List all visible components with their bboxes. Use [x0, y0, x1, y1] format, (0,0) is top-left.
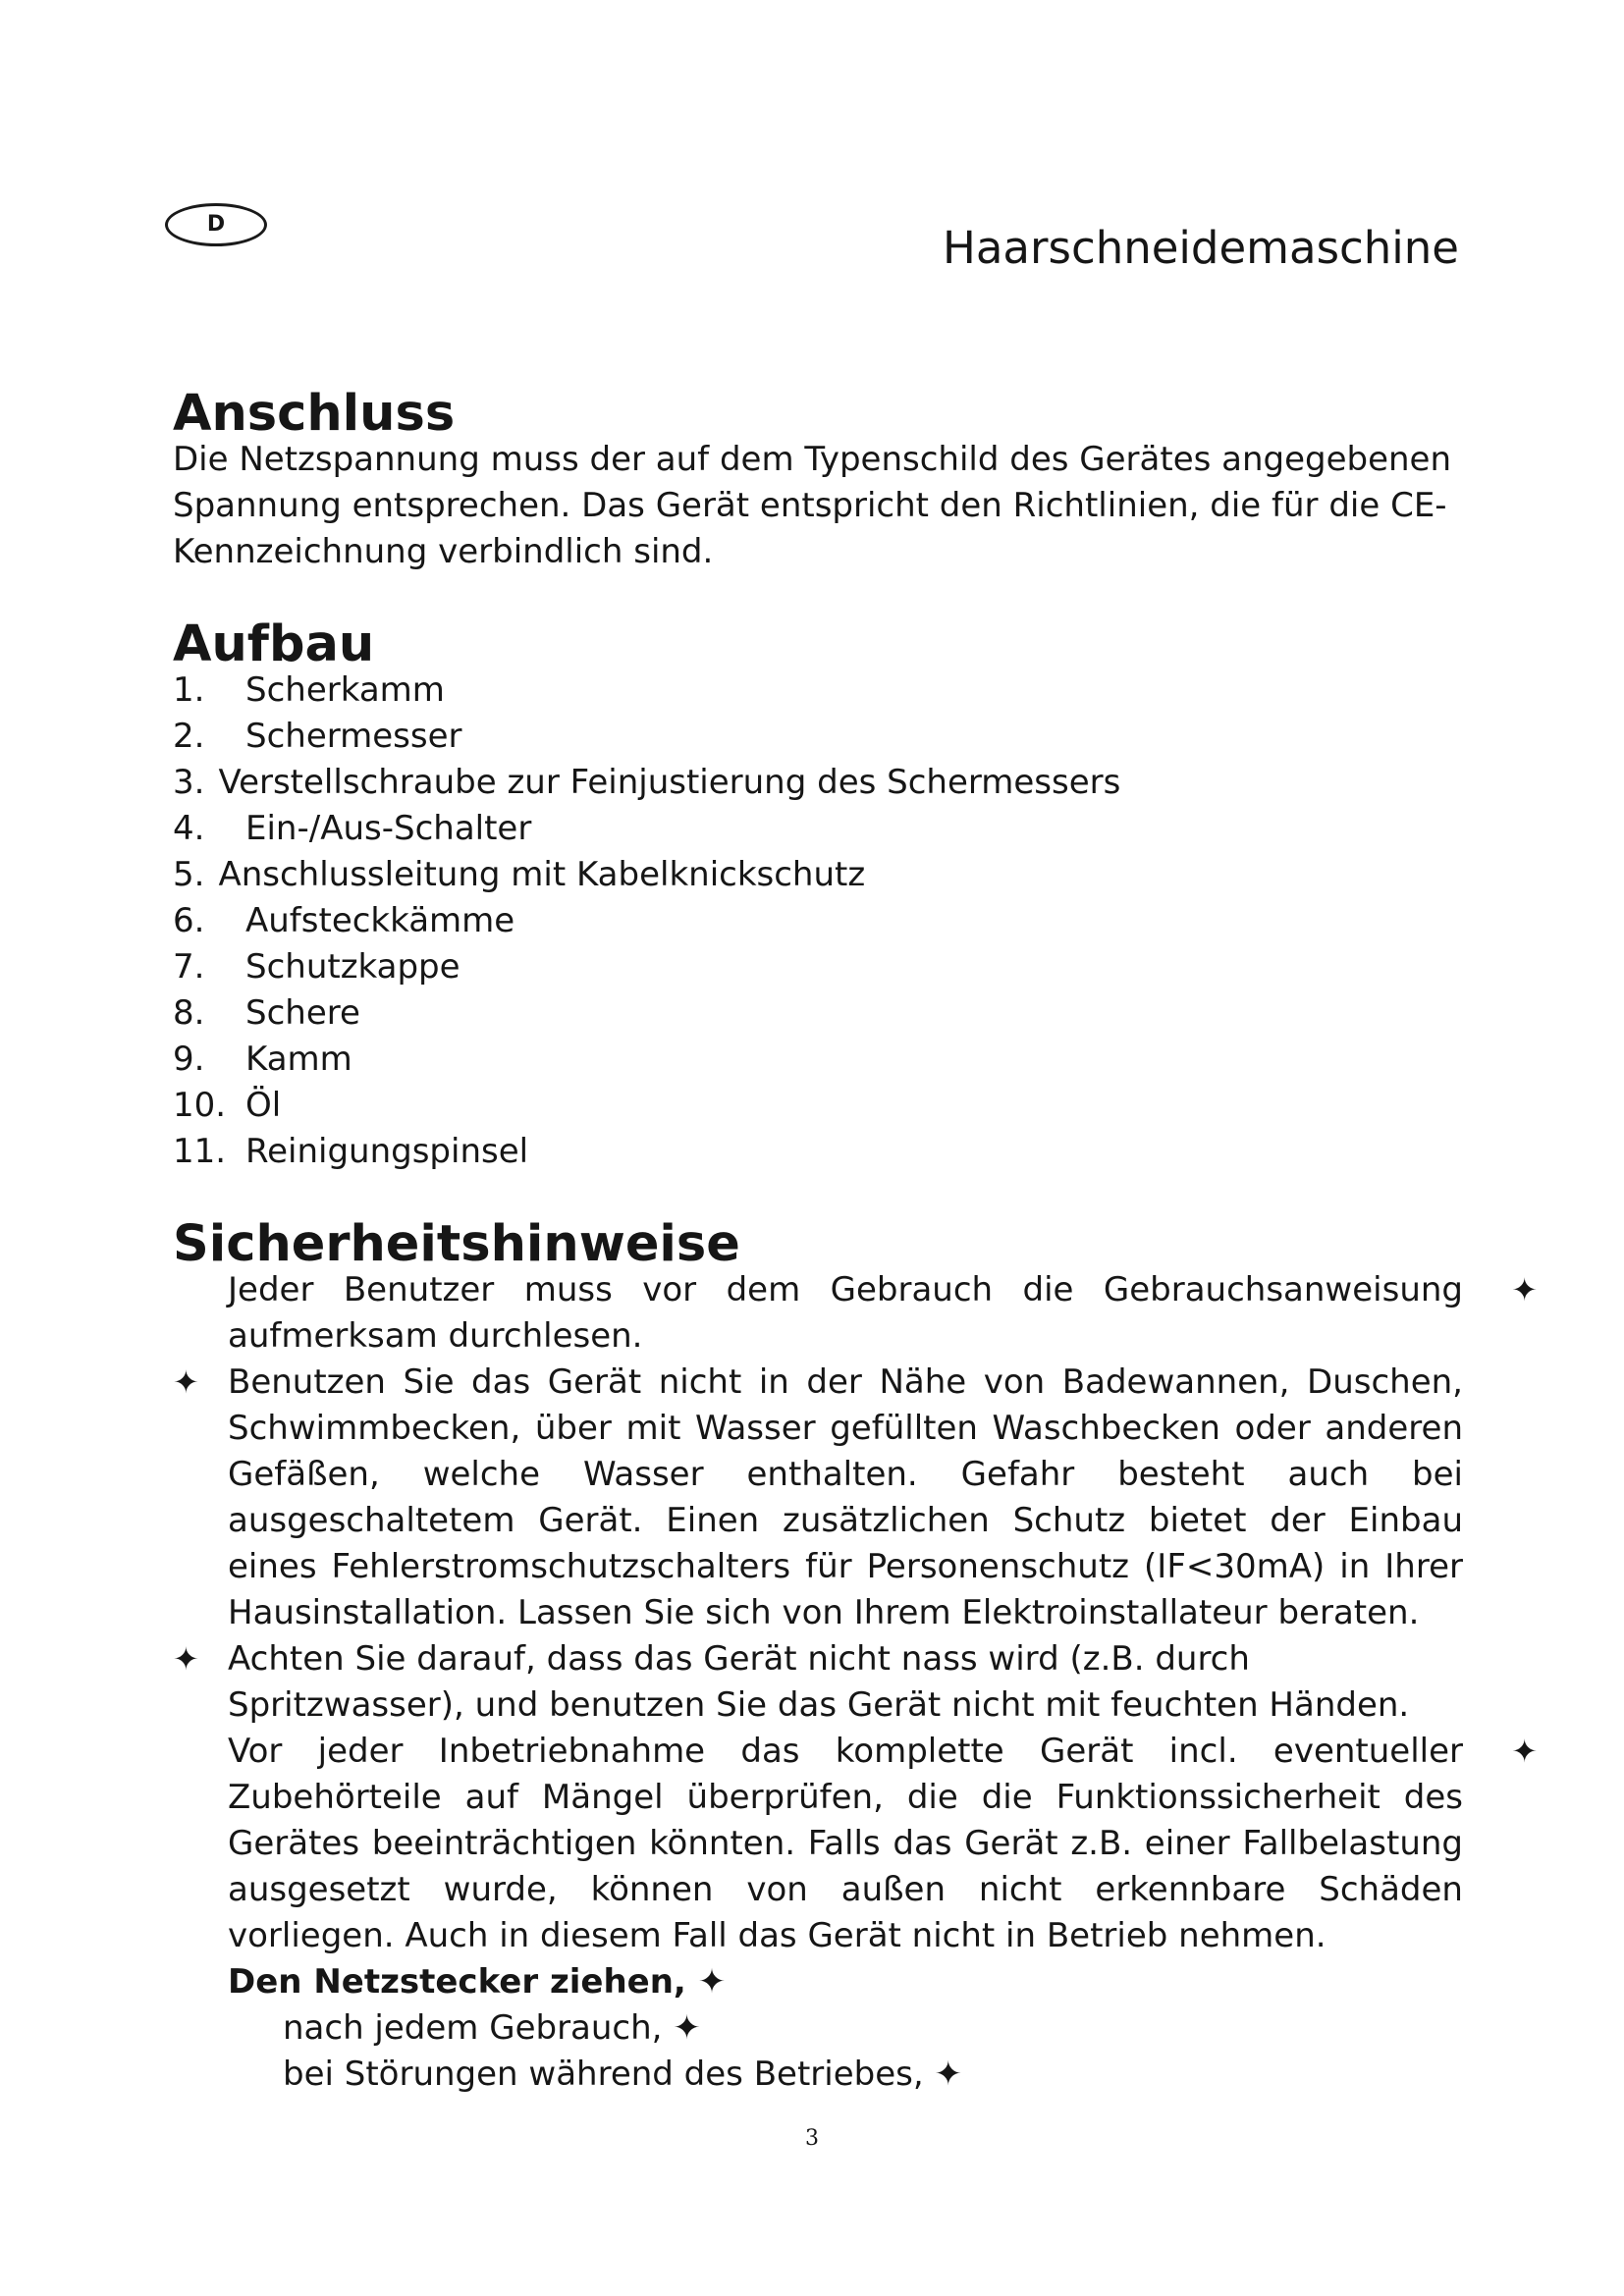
item-label: Verstellschraube zur Feinjustierung des Schermessers [218, 763, 1121, 802]
safety-item [173, 1636, 1463, 1729]
four-point-star-icon: ✦ [1511, 1271, 1538, 1308]
safety-item-text: Jeder Benutzer muss vor dem Gebrauch die Gebrauchsanweisung aufmerksam durchlesen. [228, 1270, 1463, 1356]
parts-list [173, 667, 1463, 1175]
section-heading-aufbau: Aufbau [173, 615, 375, 673]
parts-list-item [173, 714, 1463, 760]
item-number: 1. [173, 670, 205, 710]
section-spacer [173, 575, 1463, 621]
netzstecker-item-text: bei Störungen während des Betriebes, [283, 2055, 924, 2094]
section-anschluss [173, 385, 1463, 575]
item-label: Schutzkappe [245, 947, 460, 987]
section-heading-sicherheitshinweise: Sicherheitshinweise [173, 1215, 740, 1273]
parts-list-item [173, 852, 1463, 898]
parts-list-item [173, 760, 1463, 806]
anschluss-text: Die Netzspannung muss der auf dem Typenschild des Gerätes angegebenen Spannung entsprechen. Das Gerät entspricht den Richtlinien, die für die CE-Kennzeichnung verbindlich sind. [173, 440, 1452, 571]
safety-item [173, 1729, 1538, 1959]
netzstecker-heading-text: Den Netzstecker ziehen, [228, 1962, 686, 2002]
item-number: 11. [173, 1132, 227, 1171]
parts-list-item [173, 990, 1463, 1037]
page-content [173, 385, 1538, 2098]
item-number: 9. [173, 1040, 205, 1079]
safety-item [173, 1360, 1463, 1636]
item-label: Scherkamm [245, 670, 445, 710]
item-label: Ein-/Aus-Schalter [245, 809, 532, 848]
item-number: 4. [173, 809, 205, 848]
item-label: Kamm [245, 1040, 352, 1079]
item-label: Schermesser [245, 717, 462, 756]
language-badge-label: D [206, 212, 226, 237]
document-title: Haarschneidemaschine [943, 222, 1459, 275]
language-badge [165, 203, 267, 246]
item-number: 6. [173, 901, 205, 940]
parts-list-item [173, 1037, 1463, 1083]
parts-list-item [173, 944, 1463, 990]
netzstecker-item-text: nach jedem Gebrauch, [283, 2008, 663, 2048]
netzstecker-heading [173, 1959, 1463, 2005]
safety-item-text: Achten Sie darauf, dass das Gerät nicht nass wird (z.B. durch Spritzwasser), und benutzen Sie das Gerät nicht mit feuchten Händen. [228, 1639, 1410, 1725]
four-point-star-icon: ✦ [173, 1640, 199, 1678]
item-label: Reinigungspinsel [245, 1132, 529, 1171]
section-aufbau [173, 615, 1463, 1175]
parts-list-item [173, 898, 1463, 944]
safety-item-text: Vor jeder Inbetriebnahme das komplette Gerät incl. eventueller Zubehörteile auf Mängel überprüfen, die die Funktionssicherheit des Gerätes beeinträchtigen könnten. Falls das Gerät z.B. einer Fallbelastung ausgesetzt wurde, können von außen nicht erkennbare Schäden vorliegen. Auch in diesem Fall das Gerät nicht in Betrieb nehmen. [228, 1732, 1463, 1955]
section-spacer [173, 1175, 1463, 1221]
section-sicherheitshinweise [173, 1215, 1538, 2098]
item-number: 5. [173, 855, 205, 894]
four-point-star-icon: ✦ [673, 2008, 701, 2048]
item-label: Anschlussleitung mit Kabelknickschutz [218, 855, 866, 894]
item-number: 2. [173, 717, 205, 756]
safety-item [173, 1267, 1538, 1360]
safety-item-text: Benutzen Sie das Gerät nicht in der Nähe von Badewannen, Duschen, Schwimmbecken, über mit Wasser gefüllten Waschbecken oder anderen Gefäßen, welche Wasser enthalten. Gefahr besteht auch bei ausgeschaltetem Gerät. Einen zusätzlichen Schutz bietet der Einbau eines Fehlerstromschutzschalters für Personenschutz (IF<30mA) in Ihrer Hausinstallation. Lassen Sie sich von Ihrem Elektroinstallateur beraten. [228, 1362, 1463, 1632]
parts-list-item [173, 667, 1463, 714]
four-point-star-icon: ✦ [1511, 1733, 1538, 1770]
item-label: Aufsteckkämme [245, 901, 515, 940]
four-point-star-icon: ✦ [934, 2055, 962, 2094]
four-point-star-icon: ✦ [697, 1962, 727, 2002]
item-number: 3. [173, 763, 205, 802]
four-point-star-icon: ✦ [173, 1363, 199, 1401]
netzstecker-item [173, 2052, 1463, 2098]
netzstecker-item [173, 2005, 1463, 2052]
item-number: 10. [173, 1086, 227, 1125]
item-label: Öl [245, 1086, 282, 1125]
item-label: Schere [245, 993, 360, 1033]
parts-list-item [173, 1083, 1463, 1129]
item-number: 8. [173, 993, 205, 1033]
parts-list-item [173, 1129, 1463, 1175]
page-number: 3 [805, 2126, 819, 2151]
item-number: 7. [173, 947, 205, 987]
parts-list-item [173, 806, 1463, 852]
section-heading-anschluss: Anschluss [173, 385, 456, 443]
